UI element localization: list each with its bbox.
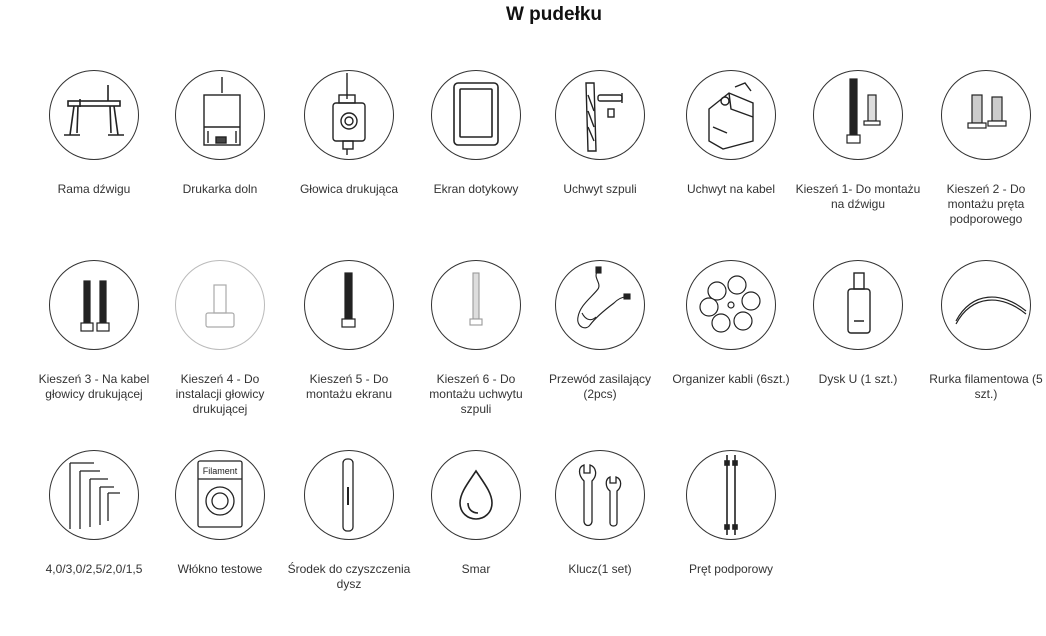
nozzle-cleaner-icon bbox=[304, 450, 394, 540]
item-label: Uchwyt na kabel bbox=[686, 182, 776, 196]
screw-pocket-4-icon bbox=[175, 260, 265, 350]
support-rod-icon bbox=[686, 450, 776, 540]
test-filament-box-text: Filament bbox=[202, 466, 238, 476]
item-screw-pocket-6 bbox=[413, 260, 539, 417]
item-print-head bbox=[286, 70, 412, 197]
item-wrench bbox=[537, 450, 663, 577]
item-label: Włókno testowe bbox=[177, 562, 263, 576]
item-filament-tube bbox=[923, 260, 1046, 402]
item-label: Kieszeń 6 - Do montażu uchwytu szpuli bbox=[429, 372, 523, 416]
item-label: Głowica drukująca bbox=[299, 182, 399, 196]
item-screw-pocket-4 bbox=[157, 260, 283, 417]
item-label: Dysk U (1 szt.) bbox=[818, 372, 898, 386]
item-label: Klucz(1 set) bbox=[568, 562, 632, 576]
page-title: W pudełku bbox=[505, 4, 603, 25]
item-screw-pocket-1 bbox=[795, 70, 921, 212]
item-label: Rurka filamentowa (5 szt.) bbox=[929, 372, 1043, 401]
printer-base-icon bbox=[175, 70, 265, 160]
item-test-filament bbox=[157, 450, 283, 577]
screw-pocket-1-icon bbox=[813, 70, 903, 160]
grease-drop-icon bbox=[431, 450, 521, 540]
item-label: Organizer kabli (6szt.) bbox=[672, 372, 790, 386]
item-printer-base bbox=[157, 70, 283, 197]
item-label: Przewód zasilający (2pcs) bbox=[548, 372, 652, 401]
filament-tube-icon bbox=[941, 260, 1031, 350]
screw-pocket-6-icon bbox=[431, 260, 521, 350]
test-filament-icon bbox=[175, 450, 265, 540]
wrench-icon bbox=[555, 450, 645, 540]
item-hex-keys bbox=[31, 450, 157, 577]
item-screw-pocket-5 bbox=[286, 260, 412, 402]
item-power-cable bbox=[537, 260, 663, 402]
item-grease bbox=[413, 450, 539, 577]
item-touch-screen bbox=[413, 70, 539, 197]
item-label: Kieszeń 4 - Do instalacji głowicy drukującej bbox=[175, 372, 265, 416]
item-cable-organizer bbox=[668, 260, 794, 387]
item-screw-pocket-2 bbox=[923, 70, 1046, 227]
screw-pocket-5-icon bbox=[304, 260, 394, 350]
item-screw-pocket-3 bbox=[31, 260, 157, 402]
screw-pocket-3-icon bbox=[49, 260, 139, 350]
item-label: Kieszeń 2 - Do montażu pręta podporowego bbox=[946, 182, 1026, 226]
item-gantry-frame bbox=[31, 70, 157, 197]
hex-keys-icon bbox=[49, 450, 139, 540]
spool-holder-icon bbox=[555, 70, 645, 160]
screw-pocket-2-icon bbox=[941, 70, 1031, 160]
print-head-icon bbox=[304, 70, 394, 160]
cable-holder-icon bbox=[686, 70, 776, 160]
item-label: Uchwyt szpuli bbox=[563, 182, 637, 196]
item-label: Kieszeń 3 - Na kabel głowicy drukującej bbox=[38, 372, 150, 401]
item-label: Kieszeń 5 - Do montażu ekranu bbox=[305, 372, 393, 401]
item-spool-holder bbox=[537, 70, 663, 197]
item-label: Rama dźwigu bbox=[57, 182, 131, 196]
item-support-rod bbox=[668, 450, 794, 577]
item-label: Środek do czyszczenia dysz bbox=[287, 562, 411, 591]
power-cable-icon bbox=[555, 260, 645, 350]
item-label: Pręt podporowy bbox=[688, 562, 774, 576]
item-label: Smar bbox=[461, 562, 491, 576]
item-label: Drukarka doln bbox=[182, 182, 258, 196]
item-nozzle-cleaner bbox=[286, 450, 412, 592]
touch-screen-icon bbox=[431, 70, 521, 160]
cable-organizer-icon bbox=[686, 260, 776, 350]
item-cable-holder bbox=[668, 70, 794, 197]
gantry-frame-icon bbox=[49, 70, 139, 160]
usb-drive-icon bbox=[813, 260, 903, 350]
item-label: Ekran dotykowy bbox=[433, 182, 519, 196]
item-usb-drive bbox=[795, 260, 921, 387]
item-label: 4,0/3,0/2,5/2,0/1,5 bbox=[45, 562, 143, 576]
item-label: Kieszeń 1- Do montażu na dźwigu bbox=[795, 182, 921, 211]
